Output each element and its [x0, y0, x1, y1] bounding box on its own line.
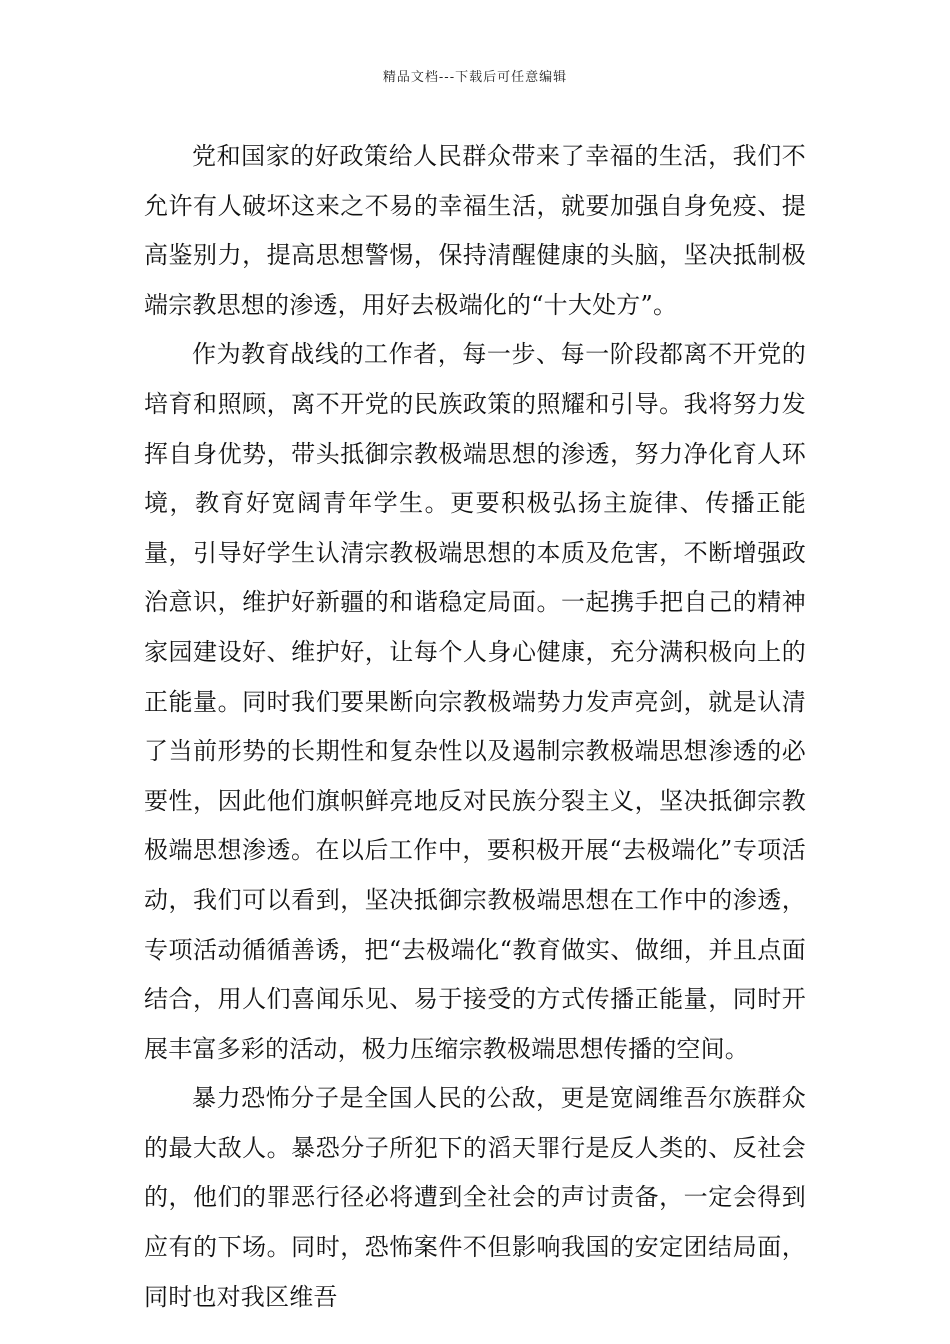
paragraph-2: 作为教育战线的工作者，每一步、每一阶段都离不开党的培育和照顾，离不开党的民族政策的照耀和引导。我将努力发挥自身优势，带头抵御宗教极端思想的渗透，努力净化育人环境，教育好宽阔青年学生。更要积极弘扬主旋律、传播正能量，引导好学生认清宗教极端思想的本质及危害，不断增强政治意识，维护好新疆的和谐稳定局面。一起携手把自己的精神家园建设好、维护好，让每个人身心健康，充分满积极向上的正能量。同时我们要果断向宗教极端势力发声亮剑，就是认清了当前形势的长期性和复杂性以及遏制宗教极端思想渗透的必要性，因此他们旗帜鲜亮地反对民族分裂主义，坚决抵御宗教极端思想渗透。在以后工作中，要积极开展“去极端化”专项活动，我们可以看到，坚决抵御宗教极端思想在工作中的渗透，专项活动循循善诱，把“去极端化“教育做实、做细，并且点面结合，用人们喜闻乐见、易于接受的方式传播正能量，同时开展丰富多彩的活动，极力压缩宗教极端思想传播的空间。: [144, 340, 806, 1063]
document-body: [144, 132, 806, 1322]
paragraph-1: 党和国家的好政策给人民群众带来了幸福的生活，我们不允许有人破坏这来之不易的幸福生活，就要加强自身免疫、提高鉴别力，提高思想警惕，保持清醒健康的头脑，坚决抵制极端宗教思想的渗透，用好去极端化的“十大处方”。: [144, 142, 806, 319]
paragraph-3: 暴力恐怖分子是全国人民的公敌，更是宽阔维吾尔族群众的最大敌人。暴恐分子所犯下的滔天罪行是反人类的、反社会的，他们的罪恶行径必将遭到全社会的声讨责备，一定会得到应有的下场。同时，恐怖案件不但影响我国的安定团结局面，同时也对我区维吾: [144, 1084, 806, 1311]
page-header: 精品文档---下载后可任意编辑: [382, 70, 568, 85]
